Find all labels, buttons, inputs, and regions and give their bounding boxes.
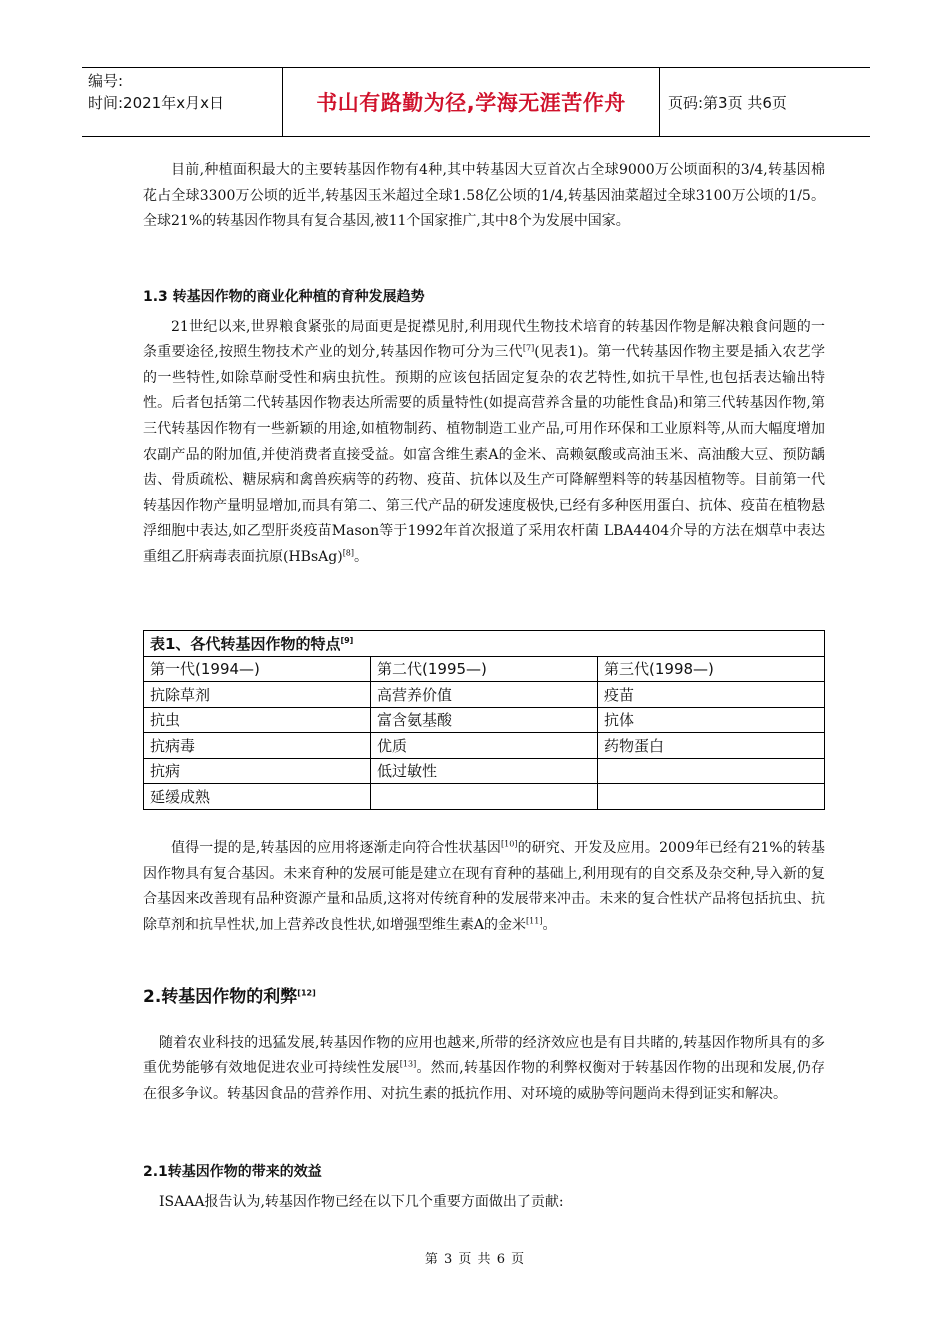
table-header-row	[144, 656, 825, 682]
section-2-heading-text: 2.转基因作物的利弊	[143, 987, 298, 1007]
intro-paragraph-block	[143, 158, 825, 235]
citation-ref[interactable]: [11]	[526, 916, 543, 926]
table-cell: 疫苗	[598, 682, 825, 708]
table-cell	[371, 784, 598, 810]
citation-ref[interactable]: [12]	[297, 988, 316, 998]
table-cell: 抗体	[598, 707, 825, 733]
intro-paragraph: 目前,种植面积最大的主要转基因作物有4种,其中转基因大豆首次占全球9000万公顷面积的3/4,转基因棉花占全球3300万公顷的近半,转基因玉米超过全球1.58亿公顷的1/4,转基因油菜超过全球3100万公顷的1/5。全球21%的转基因作物具有复合基因,被11个国家推广,其中8个为发展中国家。	[143, 162, 825, 230]
page-header	[82, 67, 870, 137]
table-row	[144, 784, 825, 810]
table-row	[144, 733, 825, 759]
table-cell	[598, 784, 825, 810]
section-1-3-paragraph	[143, 315, 825, 571]
text-run: 21世纪以来,世界粮食紧张的局面更是捉襟见肘,利用现代生物技术培育的转基因作物是解决粮食问题的一条重要途径,按照生物技术产业的划分,转基因作物可分为三代	[143, 318, 825, 361]
citation-ref[interactable]: [10]	[501, 839, 518, 849]
citation-ref[interactable]: [13]	[399, 1059, 417, 1069]
table-row	[144, 707, 825, 733]
page-footer: 第 3 页 共 6 页	[424, 1252, 526, 1267]
table-header-cell: 第一代(1994—)	[144, 656, 371, 682]
table-caption-text: 表1、各代转基因作物的特点	[150, 634, 341, 653]
section-2	[143, 985, 825, 1107]
table-cell: 延缓成熟	[144, 784, 371, 810]
text-run: 。然而,转基因作物的利弊权衡对于转基因作物的出现和发展,仍存在很多争议。转基因食品的营养作用、对抗生素的抵抗作用、对环境的威胁等问题尚未得到证实和解决。	[143, 1060, 826, 1102]
citation-ref[interactable]: [7]	[522, 343, 535, 353]
table-header-cell: 第三代(1998—)	[598, 656, 825, 682]
header-page-number: 页码:第3页 共6页	[668, 93, 787, 112]
section-1-3	[143, 285, 825, 571]
table-cell: 富含氨基酸	[371, 707, 598, 733]
header-meta	[82, 68, 282, 136]
citation-ref[interactable]: [8]	[342, 548, 355, 558]
section-2-1	[143, 1160, 825, 1215]
text-run: (见表1)。第一代转基因作物主要是插入农艺学的一些特性,如除草耐受性和病虫抗性。预期的应该包括固定复杂的农艺特性,如抗干旱性,也包括表达输出特性。后者包括第二代转基因作物表达所需要的质量特性(如提高营养含量的功能性食品)和第三代转基因作物,第三代转基因作物有一些新颖的用途,如植物制药、植物制造工业产品,可用作环保和工业原料等,从而大幅度增加农副产品的附加值,并使消费者直接受益。如富含维生素A的金米、高赖氨酸或高油玉米、高油酸大豆、预防龋齿、骨质疏松、糖尿病和禽兽疾病等的药物、疫苗、抗体以及生产可降解塑料等的转基因植物等。目前第一代转基因作物产量明显增加,而具有第二、第三代产品的研发速度极快,已经有多种医用蛋白、抗体、疫苗在植物悬浮细胞中表达,如乙型肝炎疫苗Mason等于1992年首次报道了采用农杆菌 LBA4404介导的方法在烟草中表达重组乙肝病毒表面抗原(HBsAg)	[143, 344, 825, 565]
table-cell: 抗病毒	[144, 733, 371, 759]
section-1-3-heading: 1.3 转基因作物的商业化种植的育种发展趋势	[143, 289, 425, 305]
table-cell: 抗除草剂	[144, 682, 371, 708]
section-2-1-heading: 2.1转基因作物的带来的效益	[143, 1164, 322, 1180]
table-cell: 抗病	[144, 758, 371, 784]
section-2-heading	[143, 985, 825, 1011]
citation-ref[interactable]: [9]	[340, 635, 354, 645]
document-time-label: 时间:2021年x月x日	[88, 94, 224, 112]
after-table-paragraph	[143, 836, 825, 938]
section-2-paragraph	[143, 1031, 825, 1108]
table-caption	[144, 631, 825, 657]
table-row	[144, 758, 825, 784]
header-motto: 书山有路勤为径,学海无涯苦作舟	[282, 68, 660, 136]
table-caption-row	[144, 631, 825, 657]
text-run: 的研究、开发及应用。2009年已经有21%的转基因作物具有复合基因。未来育种的发展可能是建立在现有育种的基础上,利用现有的自交系及杂交种,导入新的复合基因来改善现有品种资源产量和品质,这将对传统育种的发展带来冲击。未来的复合性状产品将包括抗虫、抗除草剂和抗旱性状,加上营养改良性状,如增强型维生素A的金米	[143, 840, 825, 933]
table-header-cell: 第二代(1995—)	[371, 656, 598, 682]
table-row	[144, 682, 825, 708]
section-2-1-paragraph: ISAAA报告认为,转基因作物已经在以下几个重要方面做出了贡献:	[159, 1193, 564, 1210]
table-cell: 低过敏性	[371, 758, 598, 784]
text-run: 。	[354, 548, 369, 565]
table-cell: 优质	[371, 733, 598, 759]
text-run: 随着农业科技的迅猛发展,转基因作物的应用也越来,所带的经济效应也是有目共睹的,转基因作物所具有的多重优势能够有效地促进农业可持续性发展	[143, 1034, 825, 1077]
text-run: 值得一提的是,转基因的应用将逐渐走向符合性状基因	[171, 840, 502, 856]
generations-table	[143, 630, 825, 810]
table-cell	[598, 758, 825, 784]
text-run: 。	[542, 916, 557, 933]
table-cell: 药物蛋白	[598, 733, 825, 759]
after-table-block	[143, 836, 825, 938]
document-number-label: 编号:	[88, 72, 124, 90]
table-cell: 高营养价值	[371, 682, 598, 708]
table-cell: 抗虫	[144, 707, 371, 733]
